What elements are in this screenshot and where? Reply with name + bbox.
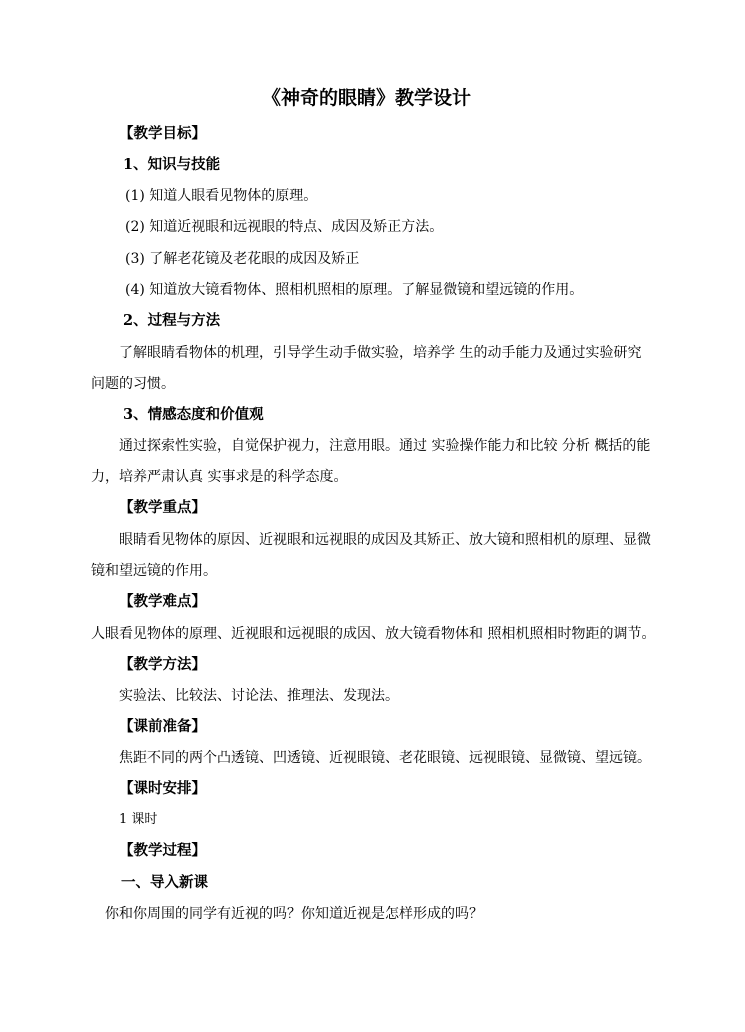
difficulties-heading: 【教学难点】	[119, 593, 206, 610]
key-points-text-2: 镜和望远镜的作用。	[91, 563, 217, 579]
preparation-heading: 【课前准备】	[119, 718, 206, 735]
step1-text: 你和你周围的同学有近视的吗？你知道近视是怎样形成的吗？	[105, 906, 483, 922]
process-method-text-2: 问题的习惯。	[91, 376, 175, 392]
process-method-heading: 2、过程与方法	[123, 312, 221, 329]
teaching-process-heading: 【教学过程】	[119, 842, 206, 859]
knowledge-item-2: (2) 知道近视眼和远视眼的特点、成因及矫正方法。	[125, 219, 444, 235]
step1-heading: 一、导入新课	[121, 874, 208, 891]
difficulties-text: 人眼看见物体的原理、近视眼和远视眼的成因、放大镜看物体和 照相机照相时物距的调节。	[91, 626, 656, 642]
document-title: 《神奇的眼睛》教学设计	[262, 87, 472, 109]
key-points-heading: 【教学重点】	[119, 499, 206, 516]
attitude-heading: 3、情感态度和价值观	[123, 406, 264, 423]
methods-text: 实验法、比较法、讨论法、推理法、发现法。	[119, 688, 399, 704]
knowledge-item-1: (1) 知道人眼看见物体的原理。	[125, 188, 318, 204]
schedule-text: 1 课时	[119, 812, 158, 827]
schedule-heading: 【课时安排】	[119, 780, 206, 797]
methods-heading: 【教学方法】	[119, 656, 206, 673]
attitude-text-2: 力，培养严肃认真 实事求是的科学态度。	[91, 469, 348, 485]
objectives-heading: 【教学目标】	[119, 125, 206, 142]
attitude-text-1: 通过探索性实验，自觉保护视力，注意用眼。通过 实验操作能力和比较 分析 概括的能	[119, 438, 651, 454]
preparation-text: 焦距不同的两个凸透镜、凹透镜、近视眼镜、老花眼镜、远视眼镜、显微镜、望远镜。	[119, 750, 651, 766]
key-points-text-1: 眼睛看见物体的原因、近视眼和远视眼的成因及其矫正、放大镜和照相机的原理、显微	[119, 532, 651, 548]
knowledge-item-4: (4) 知道放大镜看物体、照相机照相的原理。了解显微镜和望远镜的作用。	[125, 282, 584, 298]
process-method-text-1: 了解眼睛看物体的机理，引导学生动手做实验，培养学 生的动手能力及通过实验研究	[119, 345, 642, 361]
knowledge-item-3: (3) 了解老花镜及老花眼的成因及矫正	[125, 251, 360, 267]
knowledge-heading: 1、知识与技能	[123, 156, 221, 173]
